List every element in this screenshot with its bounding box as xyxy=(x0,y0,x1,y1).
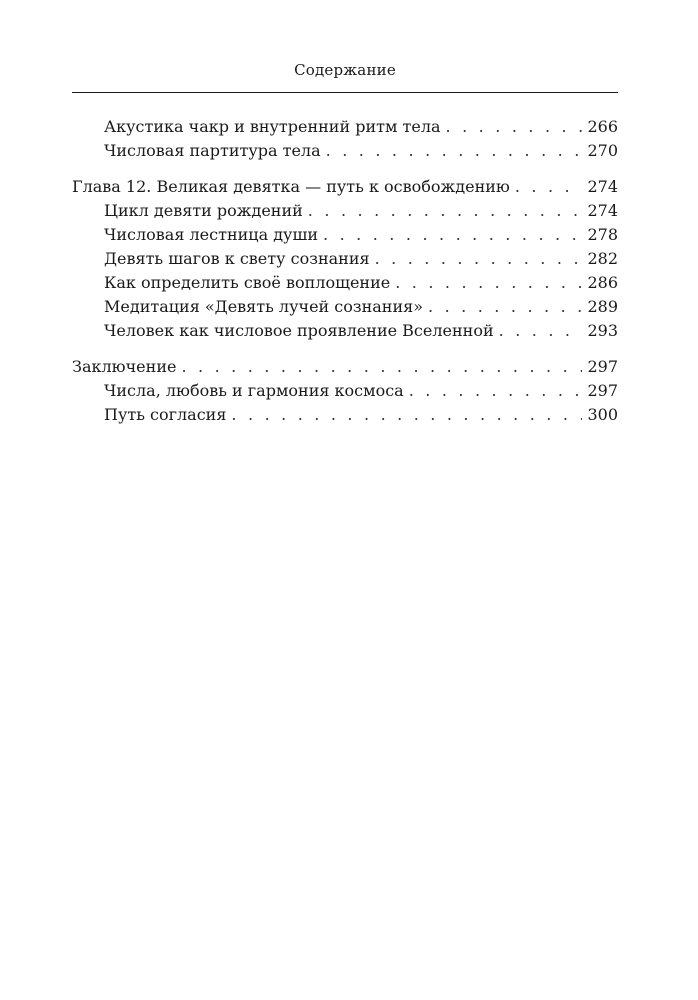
dot-leader xyxy=(181,355,582,379)
toc-entry-title: Цикл девяти рождений xyxy=(104,201,303,220)
toc-entry-title: Акустика чакр и внутренний ритм тела xyxy=(104,117,441,136)
toc-entry xyxy=(72,115,618,139)
toc-entry-page: 297 xyxy=(587,357,618,376)
toc-entry xyxy=(72,199,618,223)
toc-entry-title: Девять шагов к свету сознания xyxy=(104,249,370,268)
toc-entry-title: Человек как числовое проявление Вселенной xyxy=(104,321,494,340)
toc-entry xyxy=(72,271,618,295)
dot-leader xyxy=(231,403,582,427)
toc-entry-page: 297 xyxy=(587,381,618,400)
dot-leader xyxy=(409,379,583,403)
header-rule xyxy=(72,92,618,93)
dot-leader xyxy=(515,175,583,199)
toc-chapter-entry xyxy=(72,355,618,379)
toc-entry-page: 289 xyxy=(587,297,618,316)
toc-entry-page: 300 xyxy=(587,405,618,424)
toc-entry-page: 278 xyxy=(587,225,618,244)
toc-entry-title: Числовая партитура тела xyxy=(104,141,321,160)
toc-group xyxy=(72,115,618,163)
toc-entry-title: Числа, любовь и гармония космоса xyxy=(104,381,404,400)
toc-entry-title: Путь согласия xyxy=(104,405,227,424)
toc-entry-page: 293 xyxy=(587,321,618,340)
toc-entry-title: Числовая лестница души xyxy=(104,225,319,244)
dot-leader xyxy=(428,295,582,319)
toc-entry-page: 266 xyxy=(587,117,618,136)
toc-entry-title: Глава 12. Великая девятка — путь к освобождению xyxy=(72,177,510,196)
dot-leader xyxy=(375,247,583,271)
toc-chapter-entry xyxy=(72,175,618,199)
toc-group xyxy=(72,355,618,427)
dot-leader xyxy=(499,319,583,343)
toc-entry xyxy=(72,223,618,247)
table-of-contents xyxy=(72,115,618,439)
toc-entry-title: Как определить своё воплощение xyxy=(104,273,391,292)
dot-leader xyxy=(446,115,583,139)
toc-entry-page: 270 xyxy=(587,141,618,160)
toc-entry xyxy=(72,319,618,343)
dot-leader xyxy=(323,223,582,247)
toc-group xyxy=(72,175,618,343)
running-head: Содержание xyxy=(294,61,396,79)
toc-entry-page: 286 xyxy=(587,273,618,292)
dot-leader xyxy=(308,199,583,223)
toc-entry xyxy=(72,379,618,403)
toc-entry-title: Заключение xyxy=(72,357,177,376)
toc-entry-page: 274 xyxy=(587,177,618,196)
toc-entry xyxy=(72,247,618,271)
toc-entry-page: 282 xyxy=(587,249,618,268)
toc-entry-page: 274 xyxy=(587,201,618,220)
dot-leader xyxy=(326,139,583,163)
dot-leader xyxy=(395,271,582,295)
toc-entry xyxy=(72,403,618,427)
toc-entry xyxy=(72,295,618,319)
toc-entry-title: Медитация «Девять лучей сознания» xyxy=(104,297,424,316)
toc-entry xyxy=(72,139,618,163)
